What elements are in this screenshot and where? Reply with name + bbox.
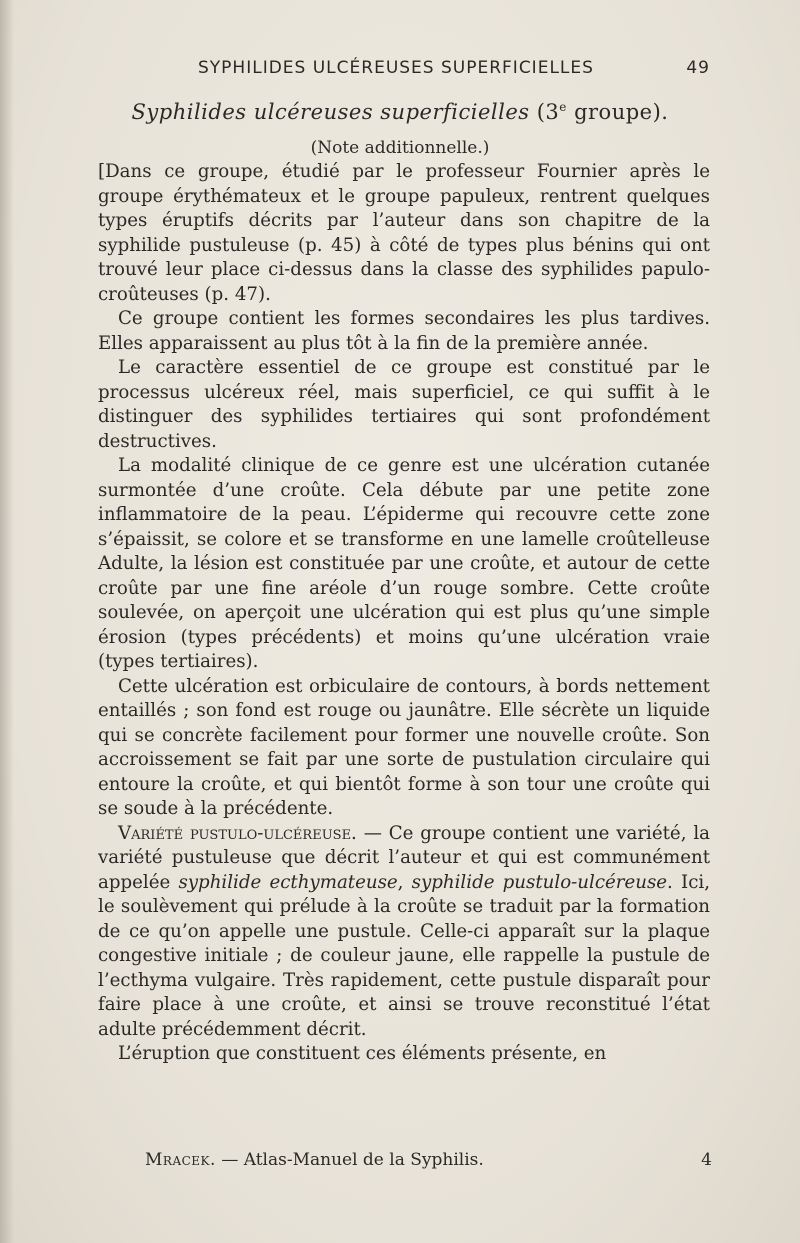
running-title: SYPHILIDES ULCÉREUSES SUPERFICIELLES: [198, 58, 594, 78]
section-note: (Note additionnelle.): [310, 138, 490, 158]
term-pustulo-ulcereuse: syphilide pustulo-ulcéreuse: [411, 871, 668, 893]
paragraph: L’éruption que constituent ces éléments présente, en: [118, 1043, 607, 1064]
section-title-group: (3e groupe).: [536, 100, 669, 124]
paragraph: Le caractère essentiel de ce groupe est constitué par le processus ulcéreux réel, mais superficiel, ce qui suffit à le distinguer des syphilides tertiaires qui sont profondément destructives.: [98, 357, 710, 452]
paragraph: Cette ulcération est orbiculaire de contours, à bords nettement entaillés ; son fond est rouge ou jaunâtre. Elle sécrète un liquide qui se concrète facilement pour former une nouvelle croûte. Son accroissement se fait par une sorte de pustulation circulaire qui entoure la croûte, et qui bientôt forme à son tour une croûte qui se soude à la précédente.: [98, 675, 710, 819]
section-title-main: Syphilides ulcéreuses superficielles: [131, 100, 530, 124]
binding-shadow: [0, 0, 14, 1243]
book-signature: Mracek. — Atlas-Manuel de la Syphilis.: [145, 1150, 484, 1170]
section-title: [0, 100, 800, 124]
paragraph: Ce groupe contient les formes secondaires les plus tardives. Elles apparaissent au plus tôt à la fin de la première année.: [98, 308, 710, 354]
running-header: [120, 58, 720, 84]
paragraph: Variété pustulo-ulcéreuse. — Ce groupe contient une variété, la variété pustuleuse que décrit l’auteur et qui est communément appelée syphilide ecthymateuse, syphilide pustulo-ulcéreuse. Ici, le soulèvement qui prélude à la croûte se traduit par la formation de ce qu’on appelle une pustule. Celle-ci apparaît sur la plaque congestive initiale ; de couleur jaune, elle rappelle la pustule de l’ecthyma vulgaire. Très rapidement, cette pustule disparaît pour faire place à une croûte, et ainsi se trouve reconstitué l’état adulte précédemment décrit.: [98, 822, 710, 1040]
page-number: 49: [686, 58, 710, 78]
paragraph: La modalité clinique de ce genre est une ulcération cutanée surmontée d’une croûte. Cela débute par une petite zone inflammatoire de la peau. L’épiderme qui recouvre cette zone s’épaissit, se colore et se transforme en une lamelle croûtelleuse Adulte, la lésion est constituée par une croûte, et autour de cette croûte par une fine aréole d’un rouge sombre. Cette croûte soulevée, on aperçoit une ulcération qui est plus qu’une simple érosion (types précédents) et moins qu’une ulcération vraie (types tertiaires).: [98, 455, 710, 672]
term-ecthymateuse: syphilide ecthymateuse: [178, 871, 398, 893]
paragraph: [Dans ce groupe, étudié par le professeur Fournier après le groupe érythémateux et le groupe papuleux, rentrent quelques types éruptifs décrits par l’auteur dans son chapitre de la syphilide pustuleuse (p. 45) à côté de types plus bénins qui ont trouvé leur place ci-dessus dans la classe des syphilides papulo-croûteuses (p. 47).: [98, 161, 710, 305]
variety-heading: Variété pustulo-ulcéreuse.: [118, 822, 357, 844]
body-text: [98, 160, 710, 1067]
signature-number: 4: [701, 1150, 712, 1170]
